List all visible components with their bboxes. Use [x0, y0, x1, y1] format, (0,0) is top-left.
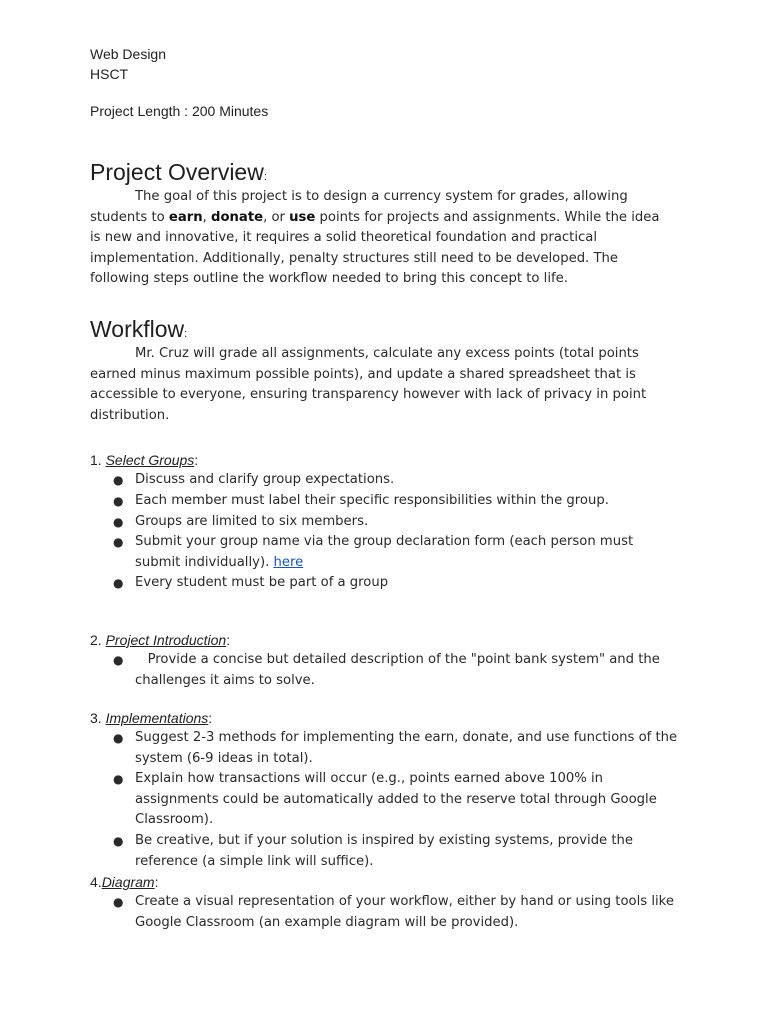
school-name: HSCT: [90, 66, 129, 82]
list-item: ● Each member must label their specific responsibilities within the group.: [113, 492, 609, 508]
list-item: ● Suggest 2-3 methods for implementing the earn, donate, and use functions of the system (6-9 ideas in total).: [113, 730, 678, 766]
list-item: ● Be creative, but if your solution is inspired by existing systems, provide the reference (a simple link will suffice).: [113, 833, 634, 869]
course-name: Web Design: [90, 46, 167, 62]
workflow-paragraph: Mr. Cruz will grade all assignments, calculate any excess points (total points earned minus maximum possible points), and update a shared spreadsheet that is accessible to everyone, ensuring transparency however with lack of privacy in point distribution.: [90, 345, 647, 423]
group-declaration-form-link[interactable]: here: [273, 554, 304, 570]
list-item: ● Submit your group name via the group declaration form (each person must submit individually). here: [113, 534, 634, 570]
list-item: ● Provide a concise but detailed description of the "point bank system" and the challenges it aims to solve.: [113, 651, 665, 688]
list-item: ● Every student must be part of a group: [113, 575, 389, 591]
list-item: ● Explain how transactions will occur (e.g., points earned above 100% in assignments could be automatically added to the reserve total through Google Classroom).: [113, 771, 657, 828]
list-item: ● Groups are limited to six members.: [113, 513, 369, 529]
step-project-introduction: 2. Project Introduction:: [90, 631, 231, 648]
project-overview-paragraph: The goal of this project is to design a currency system for grades, allowing students to earn, donate, or use points for projects and assignments. While the idea is new and innovative, it requires a solid theoretical foundation and practical implementation. Additionally, penalty structures still need to be developed. The following steps outline the workflow needed to bring this concept to life.: [90, 189, 660, 287]
step-diagram: 4.Diagram:: [90, 874, 159, 891]
use-keyword: use: [289, 209, 316, 225]
list-item: ● Discuss and clarify group expectations.: [113, 472, 395, 488]
donate-keyword: donate: [211, 209, 264, 225]
project-length: Project Length : 200 Minutes: [90, 103, 269, 119]
select-groups-list: [90, 470, 690, 594]
project-overview-heading: Project Overview:: [90, 159, 267, 185]
workflow-heading: Workflow:: [90, 315, 188, 342]
earn-keyword: earn: [168, 209, 203, 225]
step-select-groups: 1. Select Groups:: [90, 452, 199, 469]
step-implementations: 3. Implementations:: [90, 710, 213, 727]
document-page: [90, 44, 690, 933]
project-introduction-list: [90, 650, 690, 691]
implementations-list: [90, 728, 690, 872]
diagram-list: [90, 892, 690, 933]
list-item: ● Create a visual representation of your workflow, either by hand or using tools like Google Classroom (an example diagram will be provided).: [113, 894, 674, 930]
